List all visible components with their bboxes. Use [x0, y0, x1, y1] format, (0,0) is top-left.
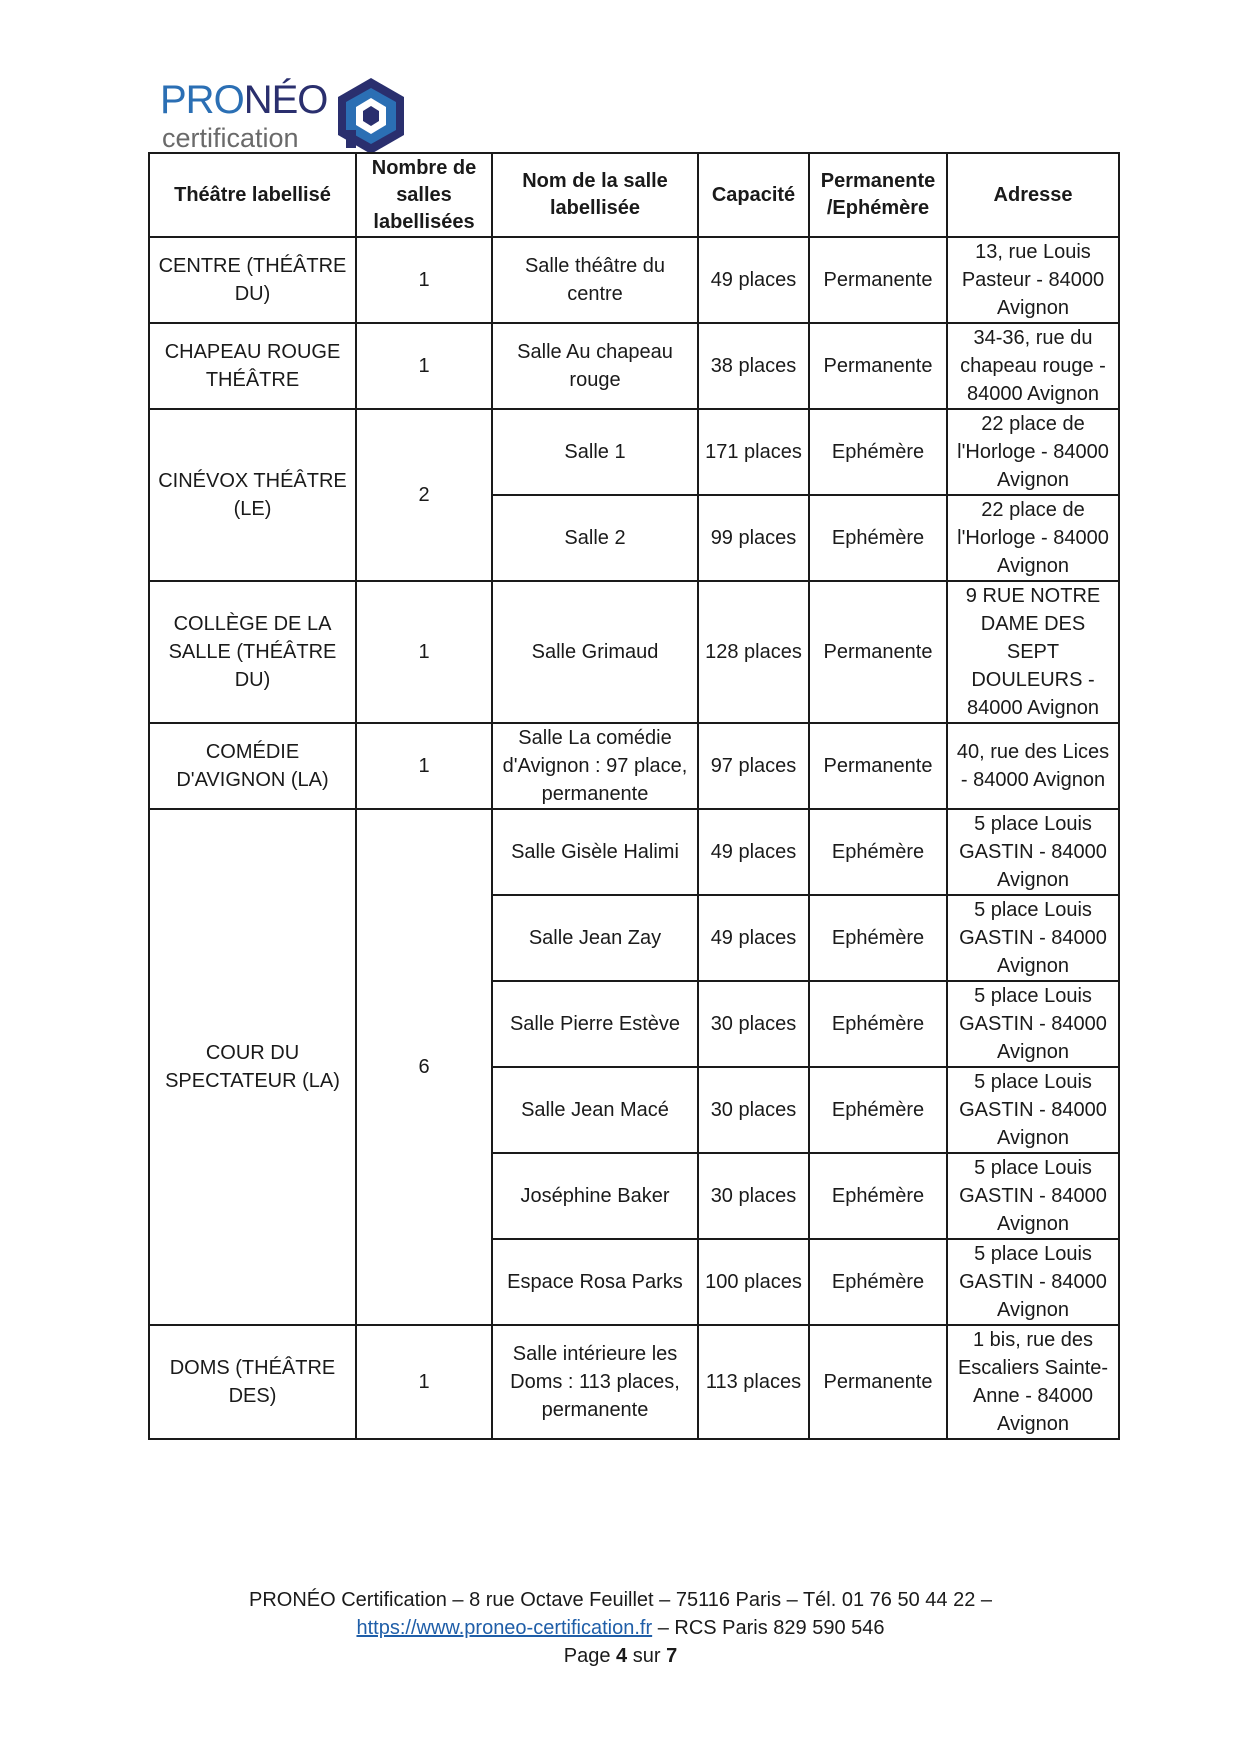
page-number: Page 4 sur 7	[563, 1645, 678, 1667]
address-cell: 5 place Louis GASTIN - 84000 Avignon	[947, 1239, 1119, 1325]
website-link[interactable]: https://www.proneo-certification.fr	[356, 1617, 653, 1639]
header-room-count: Nombre de salles labellisées	[356, 153, 492, 237]
type-cell: Permanente	[809, 323, 947, 409]
address-cell: 22 place de l'Horloge - 84000 Avignon	[947, 495, 1119, 581]
address-cell: 40, rue des Lices - 84000 Avignon	[947, 723, 1119, 809]
theatre-cell: DOMS (THÉÂTRE DES)	[149, 1325, 356, 1439]
capacity-cell: 49 places	[698, 237, 809, 323]
theatre-cell: COLLÈGE DE LA SALLE (THÉÂTRE DU)	[149, 581, 356, 723]
theatre-cell: COUR DU SPECTATEUR (LA)	[149, 809, 356, 1325]
room-count-cell: 1	[356, 1325, 492, 1439]
room-name-cell: Salle Grimaud	[492, 581, 698, 723]
theatre-cell: CHAPEAU ROUGE THÉÂTRE	[149, 323, 356, 409]
table-row	[149, 581, 1119, 723]
logo-subtitle: certification	[162, 123, 299, 153]
page-total: 7	[666, 1645, 678, 1667]
room-name-cell: Salle 2	[492, 495, 698, 581]
type-cell: Permanente	[809, 723, 947, 809]
address-cell: 1 bis, rue des Escaliers Sainte-Anne - 84000 Avignon	[947, 1325, 1119, 1439]
header-room-name: Nom de la salle labellisée	[492, 153, 698, 237]
type-cell: Permanente	[809, 237, 947, 323]
capacity-cell: 30 places	[698, 1153, 809, 1239]
type-cell: Ephémère	[809, 495, 947, 581]
room-count-cell: 6	[356, 809, 492, 1325]
page-footer	[0, 1586, 1241, 1670]
type-cell: Ephémère	[809, 409, 947, 495]
capacity-cell: 49 places	[698, 895, 809, 981]
address-cell: 5 place Louis GASTIN - 84000 Avignon	[947, 1067, 1119, 1153]
type-cell: Permanente	[809, 581, 947, 723]
type-cell: Ephémère	[809, 1067, 947, 1153]
capacity-cell: 38 places	[698, 323, 809, 409]
address-cell: 5 place Louis GASTIN - 84000 Avignon	[947, 1153, 1119, 1239]
address-cell: 22 place de l'Horloge - 84000 Avignon	[947, 409, 1119, 495]
address-cell: 5 place Louis GASTIN - 84000 Avignon	[947, 809, 1119, 895]
cube-logo-icon	[336, 76, 406, 156]
footer-address-line: PRONÉO Certification – 8 rue Octave Feuillet – 75116 Paris – Tél. 01 76 50 44 22 –	[249, 1589, 992, 1611]
table-row	[149, 1325, 1119, 1439]
footer-link-line	[0, 1614, 1241, 1642]
table-row	[149, 323, 1119, 409]
table-header-row	[149, 153, 1119, 237]
address-cell: 34-36, rue du chapeau rouge - 84000 Avignon	[947, 323, 1119, 409]
room-name-cell: Salle Au chapeau rouge	[492, 323, 698, 409]
capacity-cell: 99 places	[698, 495, 809, 581]
room-name-cell: Joséphine Baker	[492, 1153, 698, 1239]
room-name-cell: Salle intérieure les Doms : 113 places, permanente	[492, 1325, 698, 1439]
room-count-cell: 1	[356, 723, 492, 809]
address-cell: 9 RUE NOTRE DAME DES SEPT DOULEURS - 84000 Avignon	[947, 581, 1119, 723]
theatre-cell: COMÉDIE D'AVIGNON (LA)	[149, 723, 356, 809]
capacity-cell: 97 places	[698, 723, 809, 809]
address-cell: 5 place Louis GASTIN - 84000 Avignon	[947, 981, 1119, 1067]
table-row	[149, 409, 1119, 495]
capacity-cell: 128 places	[698, 581, 809, 723]
room-name-cell: Salle Pierre Estève	[492, 981, 698, 1067]
header-type: Permanente /Ephémère	[809, 153, 947, 237]
logo-brand-text: PRONÉO	[160, 78, 328, 122]
header-address: Adresse	[947, 153, 1119, 237]
type-cell: Permanente	[809, 1325, 947, 1439]
capacity-cell: 49 places	[698, 809, 809, 895]
room-name-cell: Salle Gisèle Halimi	[492, 809, 698, 895]
address-cell: 5 place Louis GASTIN - 84000 Avignon	[947, 895, 1119, 981]
labelled-theatres-table	[148, 152, 1120, 1440]
room-name-cell: Salle La comédie d'Avignon : 97 place, permanente	[492, 723, 698, 809]
room-count-cell: 1	[356, 237, 492, 323]
header-capacity: Capacité	[698, 153, 809, 237]
type-cell: Ephémère	[809, 981, 947, 1067]
room-name-cell: Salle 1	[492, 409, 698, 495]
address-cell: 13, rue Louis Pasteur - 84000 Avignon	[947, 237, 1119, 323]
room-count-cell: 1	[356, 581, 492, 723]
room-count-cell: 1	[356, 323, 492, 409]
capacity-cell: 100 places	[698, 1239, 809, 1325]
footer-rcs: – RCS Paris 829 590 546	[652, 1617, 885, 1639]
type-cell: Ephémère	[809, 1153, 947, 1239]
header-theatre: Théâtre labellisé	[149, 153, 356, 237]
table-row	[149, 723, 1119, 809]
capacity-cell: 30 places	[698, 981, 809, 1067]
room-name-cell: Espace Rosa Parks	[492, 1239, 698, 1325]
page-current: 4	[616, 1645, 628, 1667]
company-logo	[160, 74, 420, 156]
room-name-cell: Salle théâtre du centre	[492, 237, 698, 323]
theatre-cell: CINÉVOX THÉÂTRE (LE)	[149, 409, 356, 581]
capacity-cell: 113 places	[698, 1325, 809, 1439]
capacity-cell: 30 places	[698, 1067, 809, 1153]
room-count-cell: 2	[356, 409, 492, 581]
type-cell: Ephémère	[809, 1239, 947, 1325]
table-row	[149, 809, 1119, 895]
room-name-cell: Salle Jean Macé	[492, 1067, 698, 1153]
room-name-cell: Salle Jean Zay	[492, 895, 698, 981]
type-cell: Ephémère	[809, 895, 947, 981]
capacity-cell: 171 places	[698, 409, 809, 495]
type-cell: Ephémère	[809, 809, 947, 895]
table-row	[149, 237, 1119, 323]
theatre-cell: CENTRE (THÉÂTRE DU)	[149, 237, 356, 323]
